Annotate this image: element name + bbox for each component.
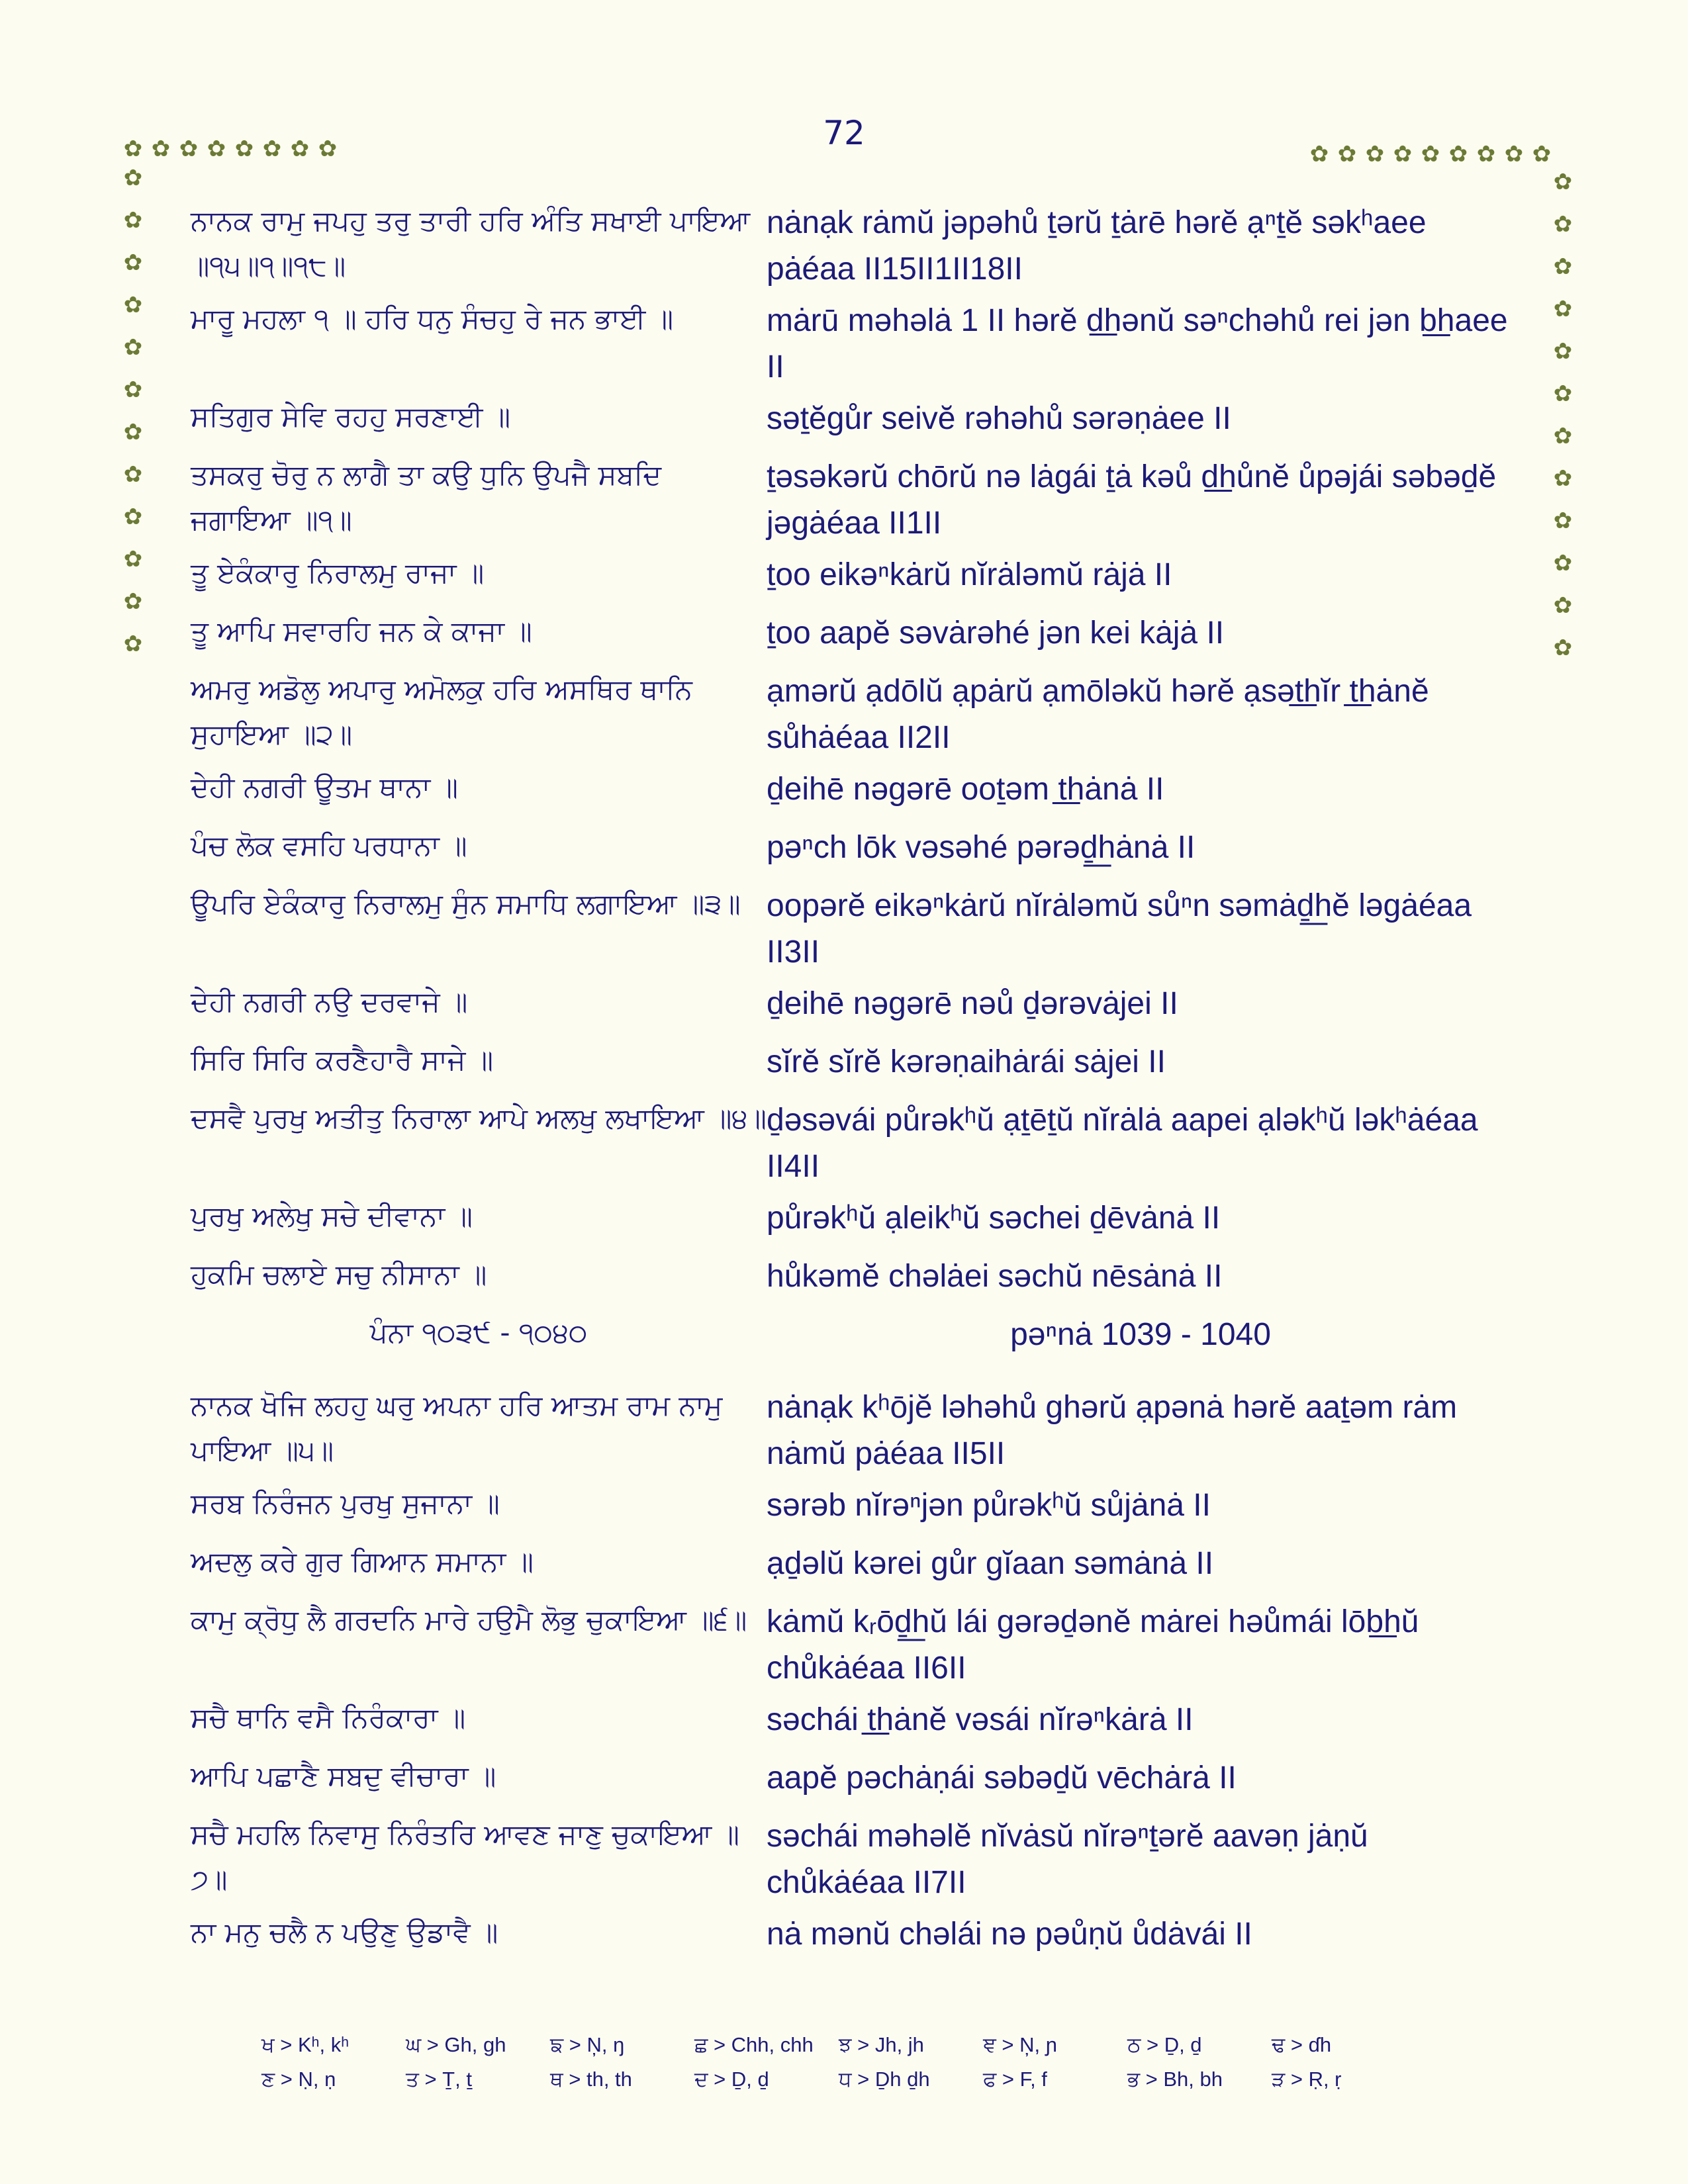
flower-ornament [1552,255,1574,278]
gurmukhi-text: ਪੰਚ ਲੋਕ ਵਸਹਿ ਪਰਧਾਨਾ ॥ [191,829,467,862]
flower-ornament [1552,594,1574,617]
gurmukhi-text: ਅਮਰੁ ਅਡੋਲੁ ਅਪਾਰੁ ਅਮੋਲਕੁ ਹਰਿ ਅਸਥਿਰ ਥਾਨਿ ਸੁਹਾਇਆ ॥੨॥ [191,673,692,751]
page-number: 72 [823,114,865,152]
verse-row [191,1754,1521,1812]
transliteration-text: ḏeihē nəgərē ooṯəm t͟hȧnȧ II [767,772,1164,807]
flower-ornament [1552,467,1574,490]
gurmukhi-text: ਪੰਨਾ ੧੦੩੯ - ੧੦੪੦ [369,1316,588,1349]
flower-ornament [150,138,172,160]
flower-ornament [1364,143,1386,165]
verse-row [191,394,1521,453]
verse-row [191,823,1521,882]
gurmukhi-text: ਅਦਲੁ ਕਰੇ ਗੁਰ ਗਿਆਨ ਸਮਾਨਾ ॥ [191,1545,534,1578]
gurmukhi-text: ਸਰਬ ਨਿਰੰਜਨ ਪੁਰਖੁ ਸੁਜਾਨਾ ॥ [191,1487,500,1520]
verse-row [191,296,1521,394]
key-entry: ਞ > N̦, ɲ [983,2033,1057,2056]
verse-row [191,1598,1521,1696]
flower-ornament [122,548,144,570]
key-row [261,2068,1453,2102]
transliteration-text: ṯoo aapĕ səvȧrəhé jən kei kȧjȧ II [767,615,1225,651]
gurmukhi-text: ਊਪਰਿ ਏਕੰਕਾਰੁ ਨਿਰਾਲਮੁ ਸੁੰਨ ਸਮਾਧਿ ਲਗਾਇਆ ॥੩॥ [191,887,741,920]
key-entry: ਤ > Ṯ, ṯ [406,2068,472,2091]
key-entry: ਘ > Gh, gh [406,2033,506,2056]
flower-ornament [1552,637,1574,659]
flower-ornament [1419,143,1442,165]
key-entry: ਧ > Ḏh ḏh [839,2068,930,2091]
verse-row [191,667,1521,765]
transliteration-text: sərəb nĭrəⁿjən půrəkʰŭ sůjȧnȧ II [767,1488,1211,1523]
key-entry: ਫ > F, f [983,2068,1047,2091]
flower-ornament [1308,143,1331,165]
flower-ornament [122,251,144,274]
verse-row [191,609,1521,667]
transliteration-text: ḏeihē nəgərē nəů ḏərəvȧjei II [767,986,1178,1021]
gurmukhi-text: ਤਸਕਰੁ ਚੋਰੁ ਨ ਲਾਗੈ ਤਾ ਕਉ ਧੁਨਿ ਉਪਜੈ ਸਬਦਿ ਜਗਾਇਆ ॥੧॥ [191,459,662,536]
key-entry: ਝ > Jh, jh [839,2033,924,2056]
flower-ornament [289,138,311,160]
transliteration-text: ṯoo eikəⁿkȧrŭ nĭrȧləmŭ rȧjȧ II [767,557,1172,592]
flower-ornament [1475,143,1497,165]
transliteration-text: oopərĕ eikəⁿkȧrŭ nĭrȧləmŭ sůⁿn səmȧḏ͟hĕ ləgȧéaa II3II [767,888,1472,970]
flower-ornament [1552,425,1574,447]
verse-row [191,1194,1521,1252]
flower-ornament [122,421,144,443]
transliteration-text: nȧnạk rȧmŭ jəpəhů ṯərŭ ṯȧrē hərĕ ạⁿṯĕ səkʰaee pȧéaa II15II1II18II [767,205,1427,287]
verse-row [191,979,1521,1038]
flower-ornament [261,138,283,160]
transliteration-key [261,2033,1453,2102]
verse-row [191,1539,1521,1598]
transliteration-text: səṯĕgůr seivĕ rəhəhů sərəṇȧee II [767,401,1231,436]
transliteration-text: pəⁿch lōk vəsəhé pərəḏ͟hȧnȧ II [767,830,1196,865]
verse-row [191,882,1521,979]
key-entry: ਣ > Ṇ, ṇ [261,2068,336,2091]
transliteration-text: nȧnạk kʰōjĕ ləhəhů ghərŭ ạpənȧ hərĕ aaṯəm rȧm nȧmŭ pȧéaa II5II [767,1390,1458,1471]
transliteration-text: ạḏəlŭ kərei gůr gĭaan səmȧnȧ II [767,1546,1214,1581]
flower-ornament [1391,143,1414,165]
flower-ornament [1552,171,1574,193]
flower-ornament [122,506,144,528]
verse-row [191,1696,1521,1754]
gurmukhi-text: ਸਚੈ ਥਾਨਿ ਵਸੈ ਨਿਰੰਕਾਰਾ ॥ [191,1702,466,1734]
flower-ornament [1552,298,1574,320]
verse-row [191,1481,1521,1539]
flower-ornament [1552,213,1574,236]
flower-ornament [233,138,256,160]
flower-ornament [122,294,144,316]
verse-table [191,199,1521,1968]
verse-row [191,1252,1521,1310]
transliteration-text: hůkəmĕ chəlȧei səchŭ nēsȧnȧ II [767,1259,1223,1294]
verse-row [191,1383,1521,1481]
gurmukhi-text: ਦੇਹੀ ਨਗਰੀ ਨਉ ਦਰਵਾਜੇ ॥ [191,985,468,1018]
gurmukhi-text: ਤੂ ਆਪਿ ਸਵਾਰਹਿ ਜਨ ਕੇ ਕਾਜਾ ॥ [191,615,532,647]
transliteration-text: nȧ mənŭ chəlái nə pəůṇŭ ůdȧvái II [767,1917,1252,1952]
gurmukhi-text: ਦਸਵੈ ਪੁਰਖੁ ਅਤੀਤੁ ਨਿਰਾਲਾ ਆਪੇ ਅਲਖੁ ਲਖਾਇਆ ॥੪॥ [191,1102,767,1134]
verse-row [191,1038,1521,1096]
transliteration-text: ḏəsəvái půrəkʰŭ ạṯēṯŭ nĭrȧlȧ aapei ạləkʰŭ ləkʰȧéaa II4II [767,1103,1478,1184]
verse-row [191,765,1521,823]
verse-row [191,1310,1521,1383]
transliteration-text: ṯəsəkərŭ chōrŭ nə lȧgái ṯȧ kəů d͟hůnĕ ůpəjái səbəḏĕ jəgȧéaa II1II [767,459,1497,541]
flower-ornament [122,590,144,613]
key-entry: ਦ > Ḏ, ḏ [694,2068,769,2091]
verse-row [191,551,1521,609]
gurmukhi-text: ਤੂ ਏਕੰਕਾਰੁ ਨਿਰਾਲਮੁ ਰਾਜਾ ॥ [191,557,485,589]
key-entry: ਠ > Ḏ, ḏ [1127,2033,1202,2056]
transliteration-text: səchái məhəlĕ nĭvȧsŭ nĭrəⁿṯərĕ aavəṇ jȧṇŭ chůkȧéaa II7II [767,1819,1368,1900]
key-entry: ਛ > Chh, chh [694,2033,814,2056]
key-row [261,2033,1453,2068]
flower-ornament [122,167,144,189]
flower-ornament [205,138,228,160]
flower-ornament [122,209,144,232]
flower-ornament [1447,143,1470,165]
flower-ornament [122,633,144,655]
key-entry: ੜ > Ṛ, ṛ [1272,2068,1342,2091]
flower-ornament [316,138,339,160]
transliteration-text: kȧmŭ kᵣōḏ͟hŭ lái gərəḏənĕ mȧrei həůmái lōb͟hŭ chůkȧéaa II6II [767,1604,1419,1686]
transliteration-text: səchái t͟hȧnĕ vəsái nĭrəⁿkȧrȧ II [767,1702,1194,1737]
transliteration-text: sĭrĕ sĭrĕ kərəṇaihȧrái sȧjei II [767,1044,1166,1079]
gurmukhi-text: ਨਾਨਕ ਖੋਜਿ ਲਹਹੁ ਘਰੁ ਅਪਨਾ ਹਰਿ ਆਤਮ ਰਾਮ ਨਾਮੁ ਪਾਇਆ ॥੫॥ [191,1389,723,1467]
transliteration-text: aapĕ pəchȧṇái səbəḏŭ vēchȧrȧ II [767,1760,1237,1796]
gurmukhi-text: ਦੇਹੀ ਨਗਰੀ ਊਤਮ ਥਾਨਾ ॥ [191,771,458,803]
flower-ornament [122,379,144,401]
verse-row [191,1910,1521,1968]
flower-ornament [122,336,144,359]
key-entry: ਙ > N̦, ŋ [550,2033,625,2056]
verse-row [191,199,1521,296]
flower-ornament [1552,510,1574,532]
gurmukhi-text: ਸਿਰਿ ਸਿਰਿ ਕਰਣੈਹਾਰੈ ਸਾਜੇ ॥ [191,1044,494,1076]
transliteration-text: mȧrū məhəlȧ 1 II hərĕ d͟hənŭ səⁿchəhů rei jən b͟haee II [767,303,1508,385]
flower-ornament [1552,552,1574,574]
gurmukhi-text: ਨਾ ਮਨੁ ਚਲੈ ਨ ਪਉਣੁ ਉਡਾਵੈ ॥ [191,1916,498,1948]
flower-ornament [122,463,144,486]
flower-ornament [177,138,200,160]
flower-ornament [1530,143,1553,165]
key-entry: ਭ > Bh, bh [1127,2068,1223,2091]
gurmukhi-text: ਮਾਰੂ ਮਹਲਾ ੧ ॥ ਹਰਿ ਧਨੁ ਸੰਚਹੁ ਰੇ ਜਨ ਭਾਈ ॥ [191,302,674,335]
key-entry: ਖ > Kʰ, kʰ [261,2033,350,2056]
verse-row [191,453,1521,551]
gurmukhi-text: ਸਤਿਗੁਰ ਸੇਵਿ ਰਹਹੁ ਸਰਣਾਈ ॥ [191,400,511,433]
key-entry: ਥ > th, th [550,2068,632,2091]
flower-ornament [1552,383,1574,405]
transliteration-text: ạmərŭ ạdōlŭ ạpȧrŭ ạmōləkŭ hərĕ ạsət͟hĭr t͟hȧnĕ sůhȧéaa II2II [767,674,1429,755]
gurmukhi-text: ਆਪਿ ਪਛਾਣੈ ਸਬਦੁ ਵੀਚਾਰਾ ॥ [191,1760,496,1792]
flower-ornament [122,138,144,160]
flower-ornament [1503,143,1525,165]
gurmukhi-text: ਕਾਮੁ ਕ੍ਰੋਧੁ ਲੈ ਗਰਦਨਿ ਮਾਰੇ ਹਉਮੈ ਲੋਭੁ ਚੁਕਾਇਆ ॥੬॥ [191,1604,747,1636]
gurmukhi-text: ਪੁਰਖੁ ਅਲੇਖੁ ਸਚੇ ਦੀਵਾਨਾ ॥ [191,1200,473,1232]
gurmukhi-text: ਸਚੈ ਮਹਲਿ ਨਿਵਾਸੁ ਨਿਰੰਤਰਿ ਆਵਣ ਜਾਣੁ ਚੁਕਾਇਆ ॥੭॥ [191,1818,739,1895]
transliteration-text: půrəkʰŭ ạleikʰŭ səchei ḏēvȧnȧ II [767,1201,1221,1236]
flower-ornament [1336,143,1358,165]
key-entry: ਢ > ɗh [1272,2033,1332,2056]
gurmukhi-text: ਹੁਕਮਿ ਚਲਾਏ ਸਚੁ ਨੀਸਾਨਾ ॥ [191,1258,487,1291]
flower-ornament [1552,340,1574,363]
transliteration-text: pəⁿnȧ 1039 - 1040 [1010,1317,1271,1352]
verse-row [191,1812,1521,1910]
verse-row [191,1096,1521,1194]
gurmukhi-text: ਨਾਨਕ ਰਾਮੁ ਜਪਹੁ ਤਰੁ ਤਾਰੀ ਹਰਿ ਅੰਤਿ ਸਖਾਈ ਪਾਇਆ ॥੧੫॥੧॥੧੮॥ [191,205,751,282]
